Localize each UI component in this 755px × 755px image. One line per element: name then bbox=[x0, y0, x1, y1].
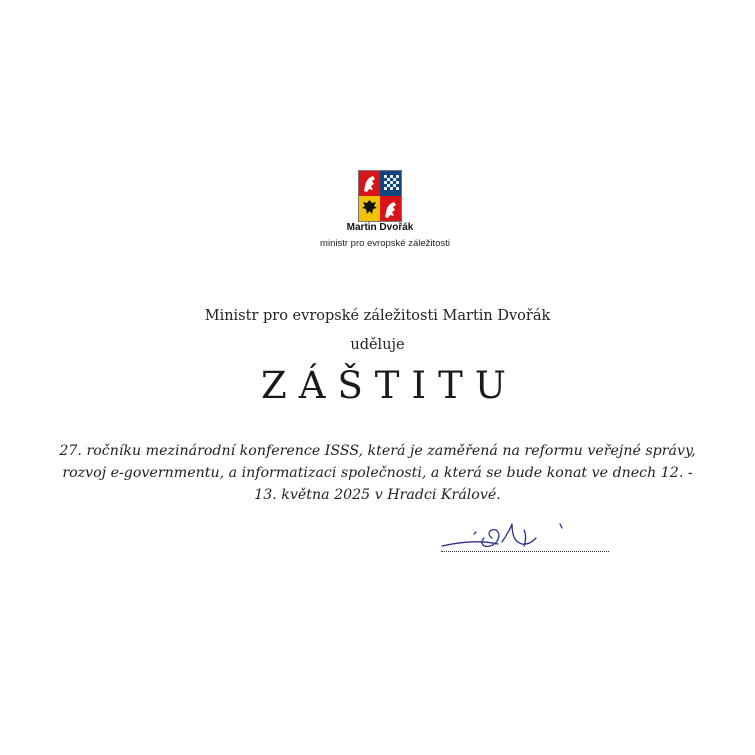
minister-name: Martin Dvořák bbox=[346, 222, 414, 233]
signature-line bbox=[441, 551, 609, 552]
minister-role: ministr pro evropské záležitosti bbox=[320, 238, 450, 249]
czech-coat-of-arms-icon bbox=[358, 170, 402, 222]
certificate-verb: uděluje bbox=[350, 337, 405, 353]
certificate-title: ZÁŠTITU bbox=[261, 364, 518, 407]
certificate-intro: Ministr pro evropské záležitosti Martin Dvořák bbox=[204, 308, 551, 324]
certificate-body: 27. ročníku mezinárodní konference ISSS, která je zaměřená na reformu veřejné správy, rozvoj e-governmentu, a informatizaci společnosti, a která se bude konat ve dnech 12. - 13. května 2025 v Hradci Králové. bbox=[59, 443, 696, 503]
handwritten-signature-icon bbox=[440, 520, 620, 558]
